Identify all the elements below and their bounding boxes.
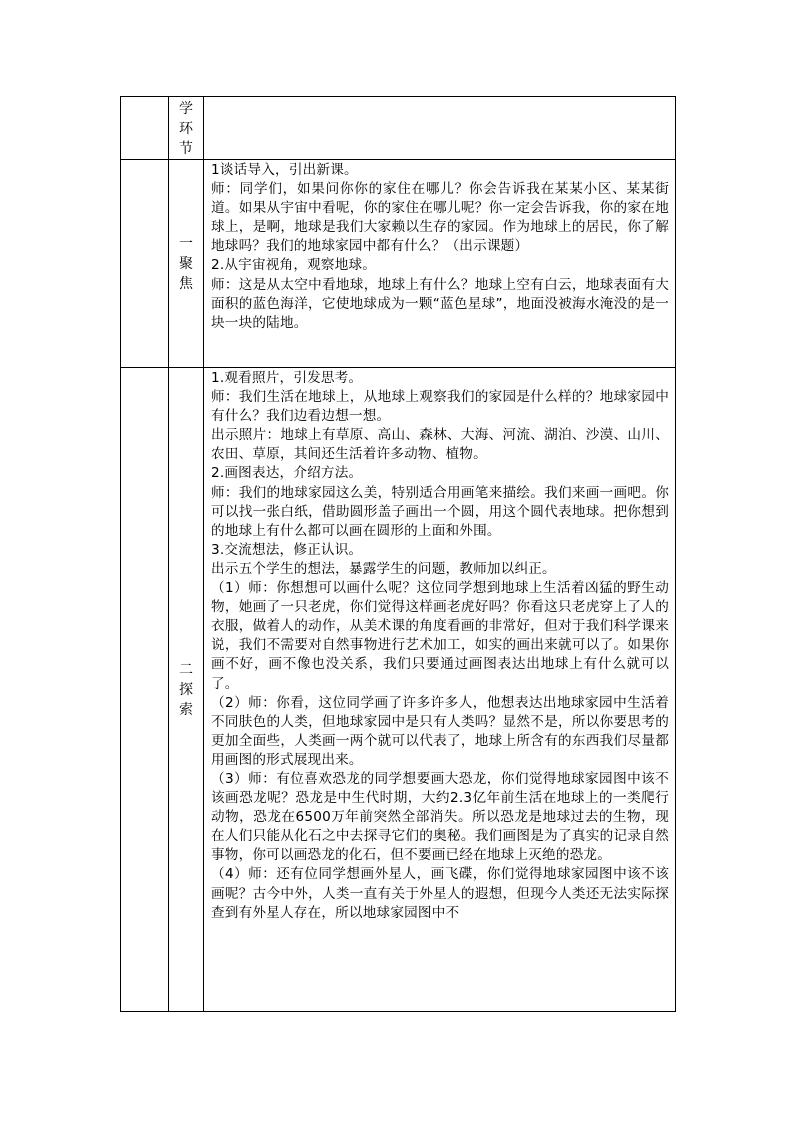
paragraph: 师：同学们，如果问你你的家住在哪儿？你会告诉我在某某小区、某某街道。如果从宇宙中看呢，你的家住在哪儿呢？你一定会告诉我，你的家在地球上，是啊，地球是我们大家赖以生存的家园。作为地球上的居民，你了解地球吗？我们的地球家园中都有什么？（出示课题） <box>211 181 669 255</box>
table-header-row <box>121 97 676 160</box>
paragraph: （4）师：还有位同学想画外星人，画飞碟，你们觉得地球家园图中该不该画呢？古今中外，人类一直有关于外星人的遐想，但现今人类还无法实际探查到有外星人存在，所以地球家园图中不 <box>211 866 669 921</box>
header-content-cell <box>204 97 676 160</box>
paragraph: （1）师：你想想可以画什么呢？这位同学想到地球上生活着凶猛的野生动物，她画了一只老虎，你们觉得这样画老虎好吗？你看这只老虎穿上了人的衣服，做着人的动作，从美术课的角度看画的非常好，但对于我们科学课来说，我们不需要对自然事物进行艺术加工，如实的画出来就可以了。如果你画不好，画不像也没关系，我们只要通过画图表达出地球上有什么就可以了。 <box>211 580 669 692</box>
stage-cell-explore <box>169 368 204 1012</box>
stage-label-focus: 一聚焦 <box>179 235 193 292</box>
paragraph: 2.画图表达，介绍方法。 <box>211 465 363 482</box>
stage-header-cell <box>169 97 204 160</box>
stage-label-explore: 二探索 <box>179 661 193 718</box>
content-cell-explore <box>204 368 676 1012</box>
table-row-focus <box>121 160 676 368</box>
blank-cell <box>121 160 169 368</box>
paragraph: 1.观看照片，引发思考。 <box>211 370 363 386</box>
blank-cell <box>121 368 169 1012</box>
paragraph: 3.交流想法，修正认识。 <box>211 541 363 558</box>
paragraph: 师：这是从太空中看地球，地球上有什么？地球上空有白云，地球表面有大面积的蓝色海洋，它使地球成为一颗“蓝色星球”，地面没被海水淹没的是一块一块的陆地。 <box>211 276 669 331</box>
paragraph: （2）师：你看，这位同学画了许多许多人，他想表达出地球家园中生活着不同肤色的人类，但地球家园中是只有人类吗？显然不是，所以你要思考的更加全面些，人类画一两个就可以代表了，地球上所含有的东西我们尽量都用画图的形式展现出来。 <box>211 694 669 768</box>
paragraph: 师：我们的地球家园这么美，特别适合用画笔来描绘。我们来画一画吧。你可以找一张白纸，借助圆形盖子画出一个圆，用这个圆代表地球。把你想到的地球上有什么都可以画在圆形的上面和外围。 <box>211 484 669 539</box>
blank-cell <box>121 97 169 160</box>
paragraph: 师：我们生活在地球上，从地球上观察我们的家园是什么样的？地球家园中有什么？我们边看边想一想。 <box>211 389 669 425</box>
stage-header-label: 学环节 <box>179 101 193 157</box>
lesson-plan-table <box>120 96 676 1012</box>
paragraph: 出示照片：地球上有草原、高山、森林、大海、河流、湖泊、沙漠、山川、农田、草原，其间还生活着许多动物、植物。 <box>211 427 669 463</box>
stage-cell-focus <box>169 160 204 368</box>
paragraph: （3）师：有位喜欢恐龙的同学想要画大恐龙，你们觉得地球家园图中该不该画恐龙呢？恐龙是中生代时期，大约2.3亿年前生活在地球上的一类爬行动物，恐龙在6500万年前突然全部消失。所以恐龙是地球过去的生物，现在人们只能从化石之中去探寻它们的奥秘。我们画图是为了真实的记录自然事物，你可以画恐龙的化石，但不要画已经在地球上灭绝的恐龙。 <box>211 770 669 864</box>
paragraph: 2.从宇宙视角，观察地球。 <box>211 257 377 274</box>
paragraph: 1谈话导入，引出新课。 <box>211 162 358 178</box>
paragraph: 出示五个学生的想法，暴露学生的问题，教师加以纠正。 <box>211 560 556 577</box>
table-row-explore <box>121 368 676 1012</box>
content-cell-focus <box>204 160 676 368</box>
